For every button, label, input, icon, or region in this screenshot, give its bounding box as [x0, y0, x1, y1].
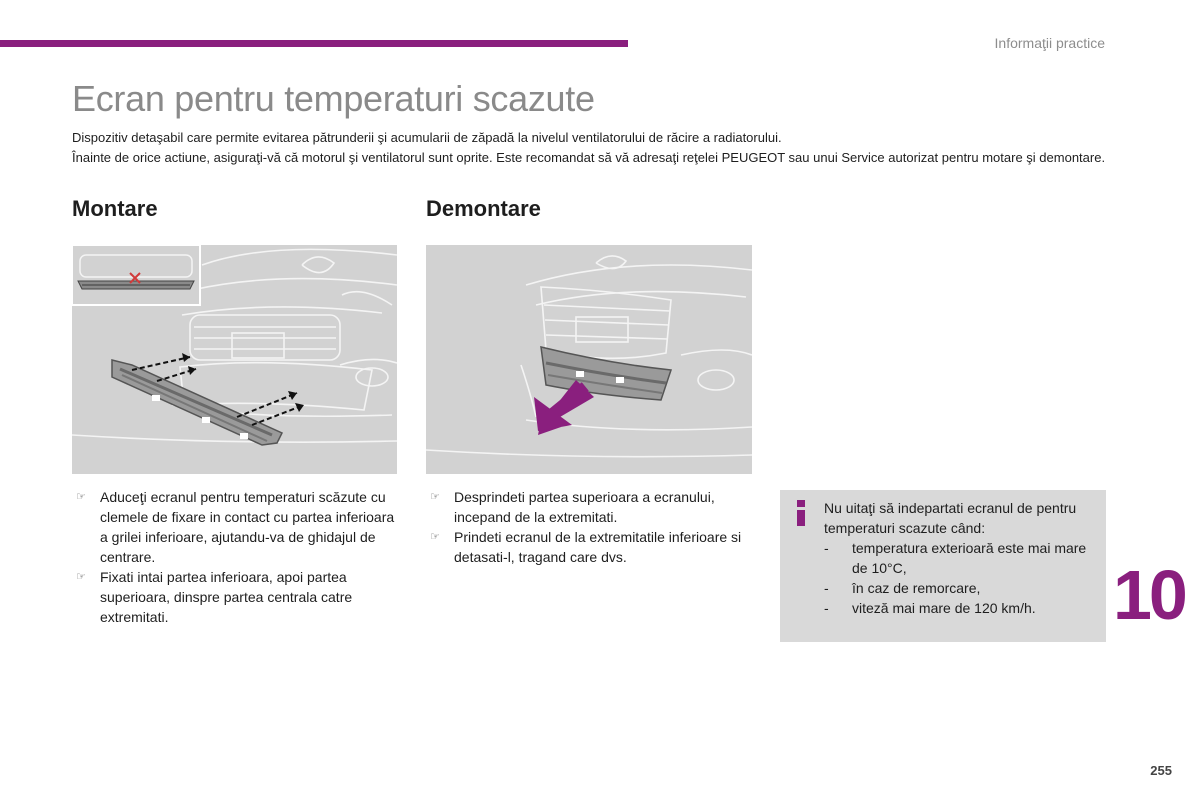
detail-inset — [72, 245, 200, 305]
note-item-text: viteză mai mare de 120 km/h. — [852, 600, 1036, 616]
note-intro: Nu uitaţi să indepartati ecranul de pentru temperaturi scazute când: — [824, 500, 1077, 536]
intro-line-1: Dispozitiv detaşabil care permite evitarea pătrunderii şi acumularii de zăpadă la nivelul ventilatorului de răcire a radiatorului. — [72, 130, 782, 145]
intro-line-2: Înainte de orice actiune, asiguraţi-vă că motorul şi ventilatorul sunt oprite. Este recomandat să vă adresaţi reţelei PEUGEOT sau unui Service autorizat pentru motare şi demontare. — [72, 150, 1106, 165]
hand-bullet-icon: ☞ — [76, 491, 86, 503]
info-icon — [794, 500, 808, 526]
montare-heading: Montare — [72, 196, 158, 221]
cold-weather-screen — [112, 360, 282, 445]
header-accent-bar — [0, 40, 628, 47]
note-list — [824, 538, 1094, 618]
montare-step-2 — [72, 567, 402, 627]
note-item: - viteză mai mare de 120 km/h. — [824, 600, 1036, 616]
demontare-step-1 — [426, 487, 756, 527]
hand-bullet-icon: ☞ — [76, 571, 86, 583]
demontare-step-2 — [426, 527, 756, 567]
note-item-text: în caz de remorcare, — [852, 580, 981, 596]
montare-step-2-text: Fixati intai partea inferioara, apoi partea superioara, dinspre partea centrala catre extremitati. — [100, 569, 353, 625]
montare-step-1 — [72, 487, 402, 567]
montare-step-1-text: Aduceţi ecranul pentru temperaturi scăzute cu clemele de fixare in contact cu partea inferioara a grilei inferioare, ajutandu-va de ghidajul de centrare. — [100, 489, 395, 565]
grille-mounting-illustration — [72, 245, 397, 474]
demontare-steps — [426, 487, 756, 567]
grille-removal-illustration — [426, 245, 752, 474]
intro-text — [72, 128, 1112, 168]
note-item: - în caz de remorcare, — [824, 580, 981, 596]
demontare-step-1-text: Desprindeti partea superioara a ecranului, incepand de la extremitati. — [454, 489, 715, 525]
info-note — [780, 490, 1106, 642]
chapter-number: 10 — [1113, 556, 1185, 634]
note-item-text: temperatura exterioară este mai mare de 10°C, — [852, 540, 1087, 576]
montare-steps — [72, 487, 402, 627]
page-number: 255 — [1150, 763, 1172, 778]
hand-bullet-icon: ☞ — [430, 531, 440, 543]
demontare-step-2-text: Prindeti ecranul de la extremitatile inferioare si detasati-l, tragand care dvs. — [454, 529, 742, 565]
section-label: Informaţii practice — [994, 35, 1105, 51]
page-title: Ecran pentru temperaturi scazute — [72, 78, 595, 119]
hand-bullet-icon: ☞ — [430, 491, 440, 503]
demontare-heading: Demontare — [426, 196, 541, 221]
note-item: - temperatura exterioară este mai mare de 10°C, — [824, 540, 1087, 576]
